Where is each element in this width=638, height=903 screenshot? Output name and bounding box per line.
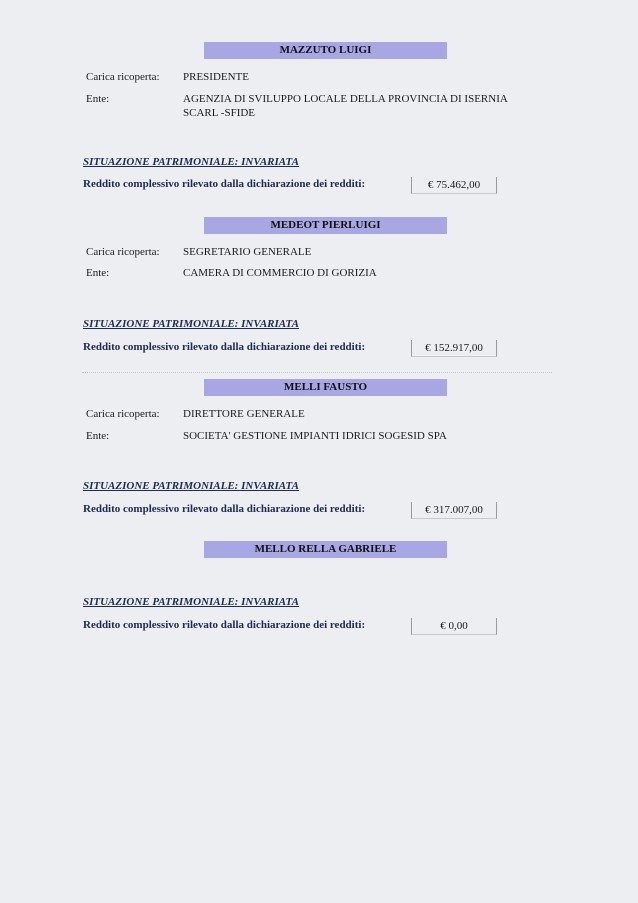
ente-value: CAMERA DI COMMERCIO DI GORIZIA — [183, 267, 377, 279]
ente-value: AGENZIA DI SVILUPPO LOCALE DELLA PROVINCIA DI ISERNIA SCARL -SFIDE — [183, 93, 508, 119]
situazione-patrimoniale: SITUAZIONE PATRIMONIALE: INVARIATA — [83, 480, 299, 492]
page-divider — [82, 372, 552, 373]
ente-label: Ente: — [86, 430, 110, 442]
reddito-label: Reddito complessivo rilevato dalla dichiarazione dei redditi: — [83, 619, 366, 631]
carica-value: DIRETTORE GENERALE — [183, 408, 305, 420]
ente-label: Ente: — [86, 267, 110, 279]
reddito-label: Reddito complessivo rilevato dalla dichiarazione dei redditi: — [83, 178, 366, 190]
reddito-value: € 0,00 — [411, 618, 497, 635]
carica-label: Carica ricoperta: — [86, 71, 160, 83]
reddito-value: € 152.917,00 — [411, 340, 497, 357]
ente-label: Ente: — [86, 93, 110, 105]
carica-value: PRESIDENTE — [183, 71, 249, 83]
situazione-patrimoniale: SITUAZIONE PATRIMONIALE: INVARIATA — [83, 596, 299, 608]
ente-value: SOCIETA' GESTIONE IMPIANTI IDRICI SOGESID SPA — [183, 430, 447, 442]
reddito-value: € 75.462,00 — [411, 177, 497, 194]
person-name-bar: MAZZUTO LUIGI — [204, 42, 447, 59]
reddito-label: Reddito complessivo rilevato dalla dichiarazione dei redditi: — [83, 503, 366, 515]
carica-value: SEGRETARIO GENERALE — [183, 246, 312, 258]
situazione-patrimoniale: SITUAZIONE PATRIMONIALE: INVARIATA — [83, 156, 299, 168]
carica-label: Carica ricoperta: — [86, 408, 160, 420]
person-name-bar: MEDEOT PIERLUIGI — [204, 217, 447, 234]
reddito-label: Reddito complessivo rilevato dalla dichiarazione dei redditi: — [83, 341, 366, 353]
carica-label: Carica ricoperta: — [86, 246, 160, 258]
reddito-value: € 317.007,00 — [411, 502, 497, 519]
situazione-patrimoniale: SITUAZIONE PATRIMONIALE: INVARIATA — [83, 318, 299, 330]
person-name-bar: MELLO RELLA GABRIELE — [204, 541, 447, 558]
person-name-bar: MELLI FAUSTO — [204, 379, 447, 396]
